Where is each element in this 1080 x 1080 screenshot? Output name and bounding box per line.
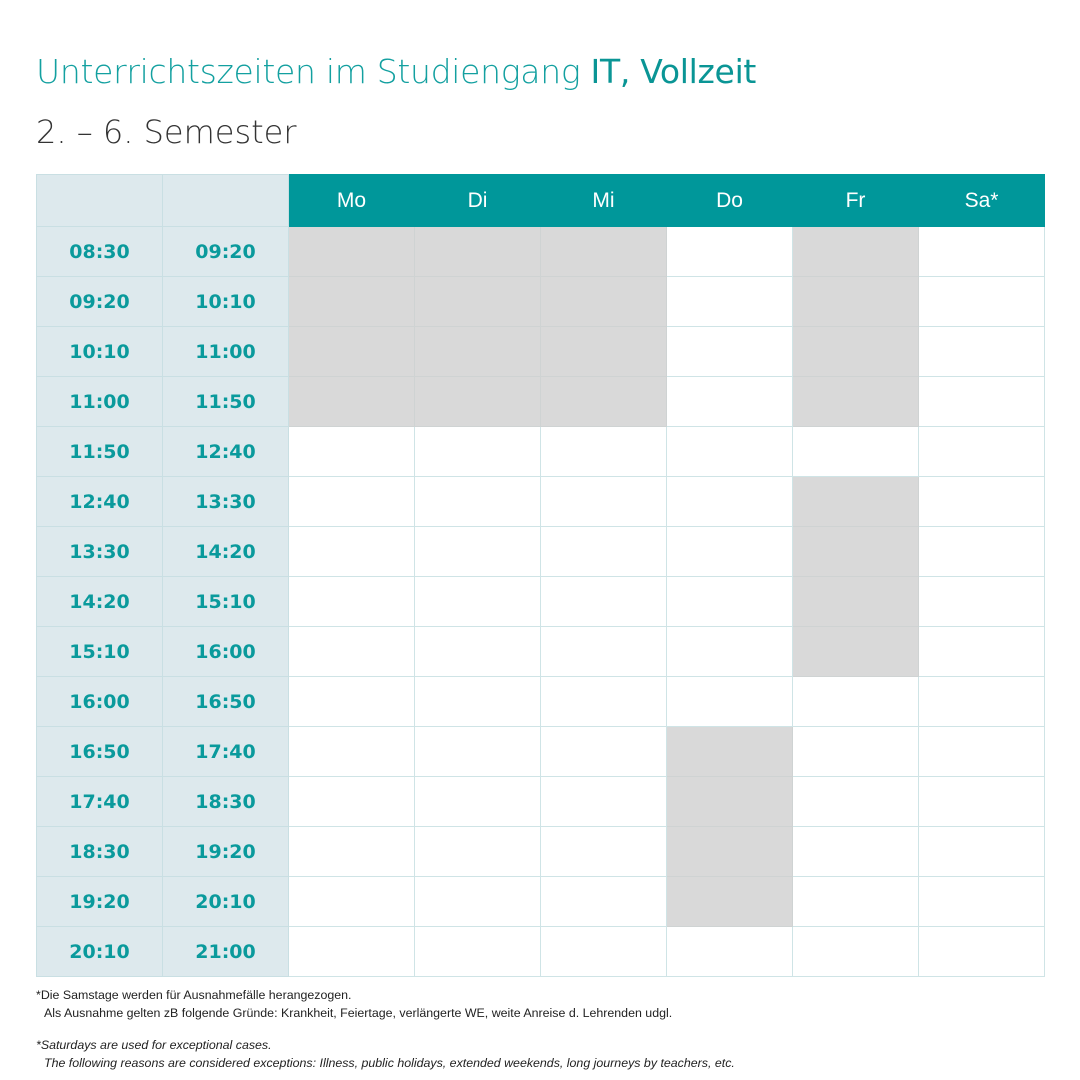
end-time-cell: 16:00 bbox=[163, 627, 289, 677]
end-time-cell: 21:00 bbox=[163, 927, 289, 977]
footnote-de-1: *Die Samstage werden für Ausnahmefälle herangezogen. bbox=[36, 988, 352, 1002]
class-slot-free bbox=[415, 777, 541, 827]
class-slot-occupied bbox=[793, 627, 919, 677]
class-slot-occupied bbox=[793, 227, 919, 277]
class-slot-free bbox=[289, 527, 415, 577]
end-time-cell: 14:20 bbox=[163, 527, 289, 577]
class-slot-occupied bbox=[541, 227, 667, 277]
class-slot-occupied bbox=[667, 727, 793, 777]
class-slot-free bbox=[541, 727, 667, 777]
end-time-cell: 11:50 bbox=[163, 377, 289, 427]
class-slot-occupied bbox=[793, 327, 919, 377]
class-slot-free bbox=[541, 577, 667, 627]
start-time-cell: 08:30 bbox=[37, 227, 163, 277]
footnotes bbox=[36, 986, 1046, 1072]
class-slot-free bbox=[667, 327, 793, 377]
class-slot-occupied bbox=[415, 277, 541, 327]
class-slot-free bbox=[793, 877, 919, 927]
class-slot-free bbox=[667, 377, 793, 427]
table-row bbox=[37, 277, 1045, 327]
class-slot-free bbox=[289, 627, 415, 677]
end-time-cell: 16:50 bbox=[163, 677, 289, 727]
table-row bbox=[37, 827, 1045, 877]
class-slot-free bbox=[415, 727, 541, 777]
class-slot-occupied bbox=[541, 327, 667, 377]
class-slot-free bbox=[415, 677, 541, 727]
start-time-cell: 19:20 bbox=[37, 877, 163, 927]
class-slot-free bbox=[289, 577, 415, 627]
table-row bbox=[37, 927, 1045, 977]
class-slot-free bbox=[793, 727, 919, 777]
class-slot-occupied bbox=[415, 327, 541, 377]
class-slot-free bbox=[793, 777, 919, 827]
day-header: Mo bbox=[289, 175, 415, 227]
table-row bbox=[37, 777, 1045, 827]
start-time-cell: 13:30 bbox=[37, 527, 163, 577]
class-slot-free bbox=[919, 577, 1045, 627]
class-slot-free bbox=[541, 627, 667, 677]
class-slot-occupied bbox=[793, 377, 919, 427]
class-slot-free bbox=[667, 927, 793, 977]
start-time-cell: 15:10 bbox=[37, 627, 163, 677]
class-slot-free bbox=[289, 927, 415, 977]
end-time-cell: 13:30 bbox=[163, 477, 289, 527]
end-time-cell: 20:10 bbox=[163, 877, 289, 927]
class-slot-free bbox=[919, 927, 1045, 977]
class-slot-free bbox=[919, 727, 1045, 777]
class-slot-free bbox=[541, 877, 667, 927]
day-header: Sa* bbox=[919, 175, 1045, 227]
start-time-cell: 12:40 bbox=[37, 477, 163, 527]
class-slot-free bbox=[919, 327, 1045, 377]
footnote-de-2: Als Ausnahme gelten zB folgende Gründe: Krankheit, Feiertage, verlängerte WE, weite Anreise d. Lehrenden udgl. bbox=[44, 1006, 673, 1020]
class-slot-free bbox=[289, 477, 415, 527]
class-slot-free bbox=[415, 527, 541, 577]
class-slot-free bbox=[667, 477, 793, 527]
class-slot-free bbox=[919, 527, 1045, 577]
class-slot-occupied bbox=[415, 227, 541, 277]
class-slot-occupied bbox=[793, 527, 919, 577]
start-time-cell: 16:00 bbox=[37, 677, 163, 727]
table-row bbox=[37, 227, 1045, 277]
table-row bbox=[37, 877, 1045, 927]
class-slot-free bbox=[667, 677, 793, 727]
class-slot-free bbox=[793, 827, 919, 877]
class-slot-free bbox=[667, 577, 793, 627]
class-slot-free bbox=[415, 927, 541, 977]
class-slot-free bbox=[415, 627, 541, 677]
class-slot-free bbox=[793, 427, 919, 477]
class-slot-occupied bbox=[541, 377, 667, 427]
class-slot-free bbox=[919, 377, 1045, 427]
start-time-cell: 18:30 bbox=[37, 827, 163, 877]
start-time-cell: 11:50 bbox=[37, 427, 163, 477]
day-header: Fr bbox=[793, 175, 919, 227]
table-row bbox=[37, 527, 1045, 577]
class-slot-occupied bbox=[793, 277, 919, 327]
class-slot-free bbox=[541, 927, 667, 977]
class-slot-free bbox=[667, 527, 793, 577]
class-slot-free bbox=[919, 827, 1045, 877]
class-slot-free bbox=[919, 427, 1045, 477]
class-slot-free bbox=[919, 227, 1045, 277]
table-row bbox=[37, 727, 1045, 777]
start-time-cell: 17:40 bbox=[37, 777, 163, 827]
class-slot-occupied bbox=[415, 377, 541, 427]
class-slot-free bbox=[415, 477, 541, 527]
title-highlight: IT, Vollzeit bbox=[590, 52, 757, 91]
class-slot-occupied bbox=[541, 277, 667, 327]
class-slot-free bbox=[919, 877, 1045, 927]
class-slot-free bbox=[541, 827, 667, 877]
class-slot-occupied bbox=[667, 777, 793, 827]
day-header: Di bbox=[415, 175, 541, 227]
table-row bbox=[37, 627, 1045, 677]
class-slot-free bbox=[415, 577, 541, 627]
class-slot-free bbox=[541, 527, 667, 577]
class-slot-occupied bbox=[667, 827, 793, 877]
schedule-body bbox=[37, 227, 1045, 977]
schedule-table bbox=[36, 174, 1045, 977]
class-slot-occupied bbox=[289, 277, 415, 327]
day-header: Do bbox=[667, 175, 793, 227]
class-slot-occupied bbox=[793, 577, 919, 627]
end-time-cell: 10:10 bbox=[163, 277, 289, 327]
class-slot-free bbox=[667, 277, 793, 327]
class-slot-occupied bbox=[667, 877, 793, 927]
header-row bbox=[37, 175, 1045, 227]
class-slot-free bbox=[541, 777, 667, 827]
class-slot-occupied bbox=[289, 327, 415, 377]
class-slot-free bbox=[289, 777, 415, 827]
corner-cell-start bbox=[37, 175, 163, 227]
class-slot-free bbox=[415, 877, 541, 927]
start-time-cell: 20:10 bbox=[37, 927, 163, 977]
class-slot-free bbox=[919, 477, 1045, 527]
footnote-en-2: The following reasons are considered exceptions: Illness, public holidays, extended weekends, long journeys by teachers, etc. bbox=[44, 1056, 735, 1070]
class-slot-free bbox=[919, 677, 1045, 727]
class-slot-free bbox=[541, 477, 667, 527]
end-time-cell: 17:40 bbox=[163, 727, 289, 777]
start-time-cell: 10:10 bbox=[37, 327, 163, 377]
class-slot-free bbox=[415, 827, 541, 877]
class-slot-free bbox=[919, 627, 1045, 677]
table-row bbox=[37, 577, 1045, 627]
table-row bbox=[37, 677, 1045, 727]
class-slot-free bbox=[667, 427, 793, 477]
class-slot-free bbox=[919, 277, 1045, 327]
class-slot-free bbox=[667, 227, 793, 277]
end-time-cell: 09:20 bbox=[163, 227, 289, 277]
end-time-cell: 19:20 bbox=[163, 827, 289, 877]
end-time-cell: 11:00 bbox=[163, 327, 289, 377]
table-row bbox=[37, 327, 1045, 377]
table-row bbox=[37, 477, 1045, 527]
class-slot-free bbox=[793, 677, 919, 727]
class-slot-free bbox=[667, 627, 793, 677]
class-slot-free bbox=[289, 877, 415, 927]
class-slot-free bbox=[289, 727, 415, 777]
table-row bbox=[37, 377, 1045, 427]
day-header: Mi bbox=[541, 175, 667, 227]
start-time-cell: 14:20 bbox=[37, 577, 163, 627]
start-time-cell: 09:20 bbox=[37, 277, 163, 327]
end-time-cell: 15:10 bbox=[163, 577, 289, 627]
class-slot-free bbox=[289, 427, 415, 477]
class-slot-occupied bbox=[289, 377, 415, 427]
class-slot-free bbox=[289, 827, 415, 877]
class-slot-occupied bbox=[793, 477, 919, 527]
class-slot-occupied bbox=[289, 227, 415, 277]
class-slot-free bbox=[793, 927, 919, 977]
class-slot-free bbox=[919, 777, 1045, 827]
class-slot-free bbox=[541, 427, 667, 477]
class-slot-free bbox=[289, 677, 415, 727]
class-slot-free bbox=[541, 677, 667, 727]
title-main: Unterrichtszeiten im Studiengang bbox=[36, 52, 591, 91]
page-title bbox=[36, 52, 756, 91]
end-time-cell: 12:40 bbox=[163, 427, 289, 477]
start-time-cell: 16:50 bbox=[37, 727, 163, 777]
end-time-cell: 18:30 bbox=[163, 777, 289, 827]
class-slot-free bbox=[415, 427, 541, 477]
corner-cell-end bbox=[163, 175, 289, 227]
footnote-en-1: *Saturdays are used for exceptional cases. bbox=[36, 1038, 272, 1052]
page-subtitle: 2. – 6. Semester bbox=[36, 113, 297, 151]
start-time-cell: 11:00 bbox=[37, 377, 163, 427]
table-row bbox=[37, 427, 1045, 477]
